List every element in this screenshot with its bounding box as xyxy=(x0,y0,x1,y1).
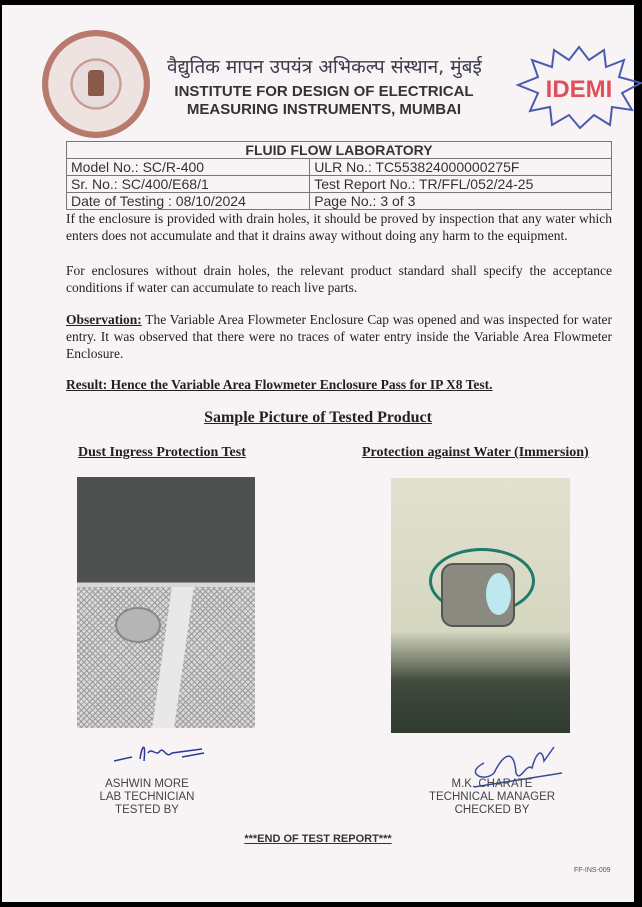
ulr-no: ULR No.: TC553824000000275F xyxy=(310,159,612,176)
page-no: Page No.: 3 of 3 xyxy=(310,193,612,210)
drain-holes-paragraph: If the enclosure is provided with drain holes, it should be proved by inspection that any water which enters does not accumulate and that it drains away without doing any harm to the equipment. xyxy=(66,211,612,243)
observation-text: The Variable Area Flowmeter Enclosure Cap was opened and was inspected for water entry. It was observed that there were no traces of water entry inside the Variable Area Flowmeter Enclosure. xyxy=(66,312,612,361)
report-info-table xyxy=(66,141,612,210)
hindi-title: वैद्युतिक मापन उपयंत्र अभिकल्प संस्थान, मुंबई xyxy=(167,56,482,78)
end-of-report: ***END OF TEST REPORT*** xyxy=(244,833,392,845)
technician-signature xyxy=(112,737,212,767)
technician-name: ASHWIN MORE xyxy=(105,778,189,790)
model-no: Model No.: SC/R-400 xyxy=(67,159,310,176)
result-line: Result: Hence the Variable Area Flowmeter Enclosure Pass for IP X8 Test. xyxy=(66,377,493,392)
manager-name: M.K. CHARATE xyxy=(451,778,533,790)
observation-paragraph xyxy=(66,311,612,362)
water-immersion-photo xyxy=(391,478,570,733)
checked-by-label: CHECKED BY xyxy=(454,804,530,816)
report-page xyxy=(2,5,634,902)
observation-label: Observation: xyxy=(66,312,142,327)
test-report-no: Test Report No.: TR/FFL/052/24-25 xyxy=(310,176,612,193)
tested-by-label: TESTED BY xyxy=(115,804,179,816)
form-code: FF-INS-009 xyxy=(574,867,611,874)
manager-role: TECHNICAL MANAGER xyxy=(428,791,556,803)
ministry-seal-logo xyxy=(42,30,150,138)
sample-picture-heading: Sample Picture of Tested Product xyxy=(204,409,432,426)
idemi-logo xyxy=(514,45,642,130)
svg-text:IDEMI: IDEMI xyxy=(545,76,613,103)
date-of-testing: Date of Testing : 08/10/2024 xyxy=(67,193,310,210)
technician-role: LAB TECHNICIAN xyxy=(99,791,195,803)
institute-name-line2: MEASURING INSTRUMENTS, MUMBAI xyxy=(186,101,462,118)
emblem-icon xyxy=(88,70,104,96)
tested-by-block xyxy=(92,778,202,817)
checked-by-block xyxy=(422,778,562,817)
sr-no: Sr. No.: SC/400/E68/1 xyxy=(67,176,310,193)
photo-right-caption: Protection against Water (Immersion) xyxy=(362,445,589,460)
photo-left-caption: Dust Ingress Protection Test xyxy=(78,445,246,460)
institute-name-line1: INSTITUTE FOR DESIGN OF ELECTRICAL xyxy=(174,83,474,100)
lab-title: FLUID FLOW LABORATORY xyxy=(67,142,612,159)
no-drain-holes-paragraph: For enclosures without drain holes, the relevant product standard shall specify the acceptance conditions if water can accumulate to reach live parts. xyxy=(66,263,612,295)
dust-test-photo xyxy=(77,477,255,728)
